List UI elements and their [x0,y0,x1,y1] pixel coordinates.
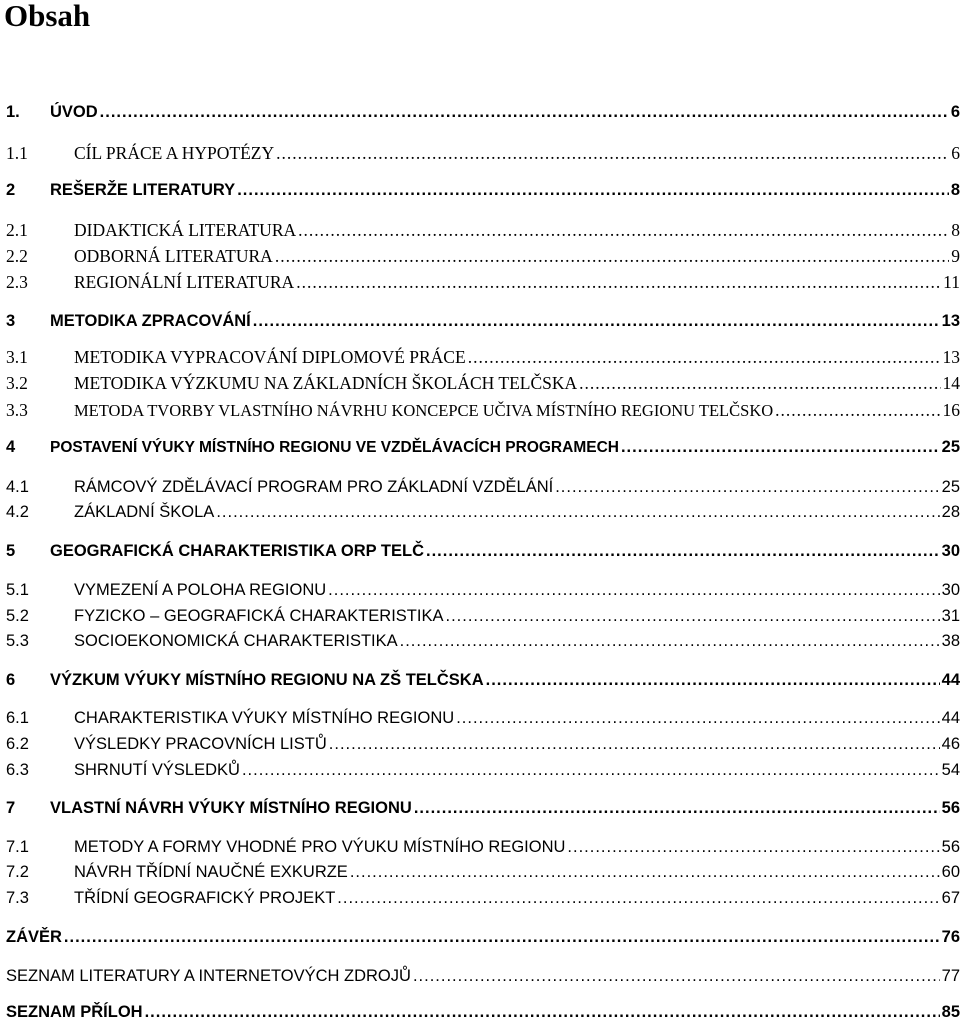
toc-leader-dots [426,539,940,563]
toc-entry-number: 7.3 [6,889,29,907]
toc-entry-label: VYMEZENÍ A POLOHA REGIONU [74,581,327,599]
toc-leader-dots [775,398,940,422]
toc-entry-number: 4.1 [6,478,29,496]
toc-leader-dots [328,578,939,602]
toc-entry-page: 56 [941,838,960,856]
toc-entry-page: 46 [941,735,960,753]
toc-entry-number: 5.1 [6,581,29,599]
toc-entry-label: METODIKA VYPRACOVÁNÍ DIPLOMOVÉ PRÁCE [74,347,466,367]
toc-entry-label: ÚVOD [50,103,98,121]
toc-entry-page: 13 [941,312,960,330]
toc-entry-page: 13 [942,347,960,367]
toc-entry-page: 9 [951,246,960,266]
toc-entry-number: 3 [6,312,16,330]
toc-entry-page: 54 [941,761,960,779]
toc-entry[interactable] [6,345,960,369]
toc-entry-label: REŠERŽE LITERATURY [50,181,236,199]
toc-entry-page: 6 [950,103,960,121]
toc-entry-page: 11 [943,272,960,292]
toc-entry-label: RÁMCOVÝ ZDĚLÁVACÍ PROGRAM PRO ZÁKLADNÍ VZDĚLÁNÍ [74,478,554,496]
toc-entry[interactable] [6,475,960,499]
toc-leader-dots [350,860,940,884]
toc-entry-label: VÝSLEDKY PRACOVNÍCH LISTŮ [74,735,327,753]
toc-entry-label: CHARAKTERISTIKA VÝUKY MÍSTNÍHO REGIONU [74,709,455,727]
toc-entry[interactable] [6,706,960,730]
toc-entry[interactable] [6,629,960,653]
toc-entry[interactable] [6,578,960,602]
toc-entry-label: ODBORNÁ LITERATURA [74,246,273,266]
toc-entry-label: SOCIOEKONOMICKÁ CHARAKTERISTIKA [74,632,398,650]
toc-entry-number: 2.3 [6,272,28,292]
toc-entry-page: 85 [941,1003,960,1021]
toc-entry-number: 7 [6,799,16,817]
toc-entry-label: SEZNAM LITERATURY A INTERNETOVÝCH ZDROJŮ [6,967,411,985]
toc-entry-label: TŘÍDNÍ GEOGRAFICKÝ PROJEKT [74,889,336,907]
toc-leader-dots [456,706,939,730]
toc-leader-dots [64,925,940,949]
toc-entry-number: 5.2 [6,607,29,625]
toc-entry-number: 1.1 [6,143,28,163]
toc-leader-dots [253,309,940,333]
toc-entry-page: 44 [941,671,960,689]
toc-entry-number: 5.3 [6,632,29,650]
toc-entry[interactable] [6,925,960,949]
toc-entry-number: 3.1 [6,347,28,367]
toc-entry-number: 6.1 [6,709,29,727]
toc-entry-page: 44 [941,709,960,727]
toc-entry-number: 3.2 [6,373,28,393]
toc-entry[interactable] [6,964,960,988]
toc-leader-dots [567,835,939,859]
toc-entry-page: 31 [941,607,960,625]
toc-entry-number: 3.3 [6,400,28,420]
toc-entry-label: METODIKA VÝZKUMU NA ZÁKLADNÍCH ŠKOLÁCH TELČSKA [74,373,578,393]
toc-leader-dots [621,435,940,459]
toc-entry-page: 56 [941,799,960,817]
toc-entry-page: 60 [941,863,960,881]
toc-entry-page: 8 [951,220,960,240]
toc-leader-dots [145,1000,940,1024]
toc-entry-page: 8 [950,181,960,199]
toc-leader-dots [468,345,941,369]
toc-entry-label: VLASTNÍ NÁVRH VÝUKY MÍSTNÍHO REGIONU [50,799,412,817]
toc-entry-page: 28 [941,503,960,521]
toc-entry-label: METODY A FORMY VHODNÉ PRO VÝUKU MÍSTNÍHO REGIONU [74,838,566,856]
toc-entry-label: DIDAKTICKÁ LITERATURA [74,220,297,240]
toc-entry-number: 7.2 [6,863,29,881]
toc-entry-label: VÝZKUM VÝUKY MÍSTNÍHO REGIONU NA ZŠ TELČSKA [50,671,484,689]
toc-entry-page: 67 [941,889,960,907]
toc-leader-dots [237,178,949,202]
toc-leader-dots [298,218,949,242]
toc-entry-page: 16 [942,400,960,420]
toc-entry-number: 4.2 [6,503,29,521]
toc-entry-number: 2 [6,181,16,199]
toc-leader-dots [275,244,949,268]
toc-entry-number: 1. [6,103,20,121]
toc-entry[interactable] [6,141,960,165]
page-title: Obsah [4,0,91,33]
toc-entry[interactable] [6,500,960,524]
toc-entry-page: 76 [941,928,960,946]
toc-entry[interactable] [6,835,960,859]
toc-entry[interactable] [6,732,960,756]
toc-entry-page: 30 [941,581,960,599]
toc-entry[interactable] [6,668,960,692]
toc-entry-page: 30 [941,542,960,560]
toc-leader-dots [555,475,939,499]
toc-entry[interactable] [6,178,960,202]
toc-entry-label: FYZICKO – GEOGRAFICKÁ CHARAKTERISTIKA [74,607,444,625]
toc-entry-number: 2.2 [6,246,28,266]
toc-leader-dots [414,796,940,820]
toc-entry[interactable] [6,435,960,459]
toc-entry-label: REGIONÁLNÍ LITERATURA [74,272,295,292]
toc-leader-dots [400,629,940,653]
toc-leader-dots [329,732,940,756]
toc-entry-page: 6 [951,143,960,163]
toc-entry[interactable] [6,309,960,333]
toc-entry-label: METODIKA ZPRACOVÁNÍ [50,312,251,330]
toc-entry-label: GEOGRAFICKÁ CHARAKTERISTIKA ORP TELČ [50,542,425,560]
toc-leader-dots [579,371,940,395]
toc-leader-dots [216,500,939,524]
toc-entry-number: 4 [6,438,16,456]
toc-entry[interactable] [6,886,960,910]
toc-leader-dots [486,668,940,692]
toc-leader-dots [445,604,939,628]
toc-entry[interactable] [6,270,960,294]
toc-entry-number: 2.1 [6,220,28,240]
toc-entry-page: 25 [941,478,960,496]
toc-entry-label: ZÁVĚR [6,928,62,946]
toc-entry-number: 6.2 [6,735,29,753]
toc-entry[interactable] [6,244,960,268]
toc-entry[interactable] [6,100,960,124]
toc-entry[interactable] [6,860,960,884]
toc-entry[interactable] [6,1000,960,1024]
toc-entry-page: 38 [941,632,960,650]
toc-leader-dots [242,758,940,782]
toc-entry-page: 14 [942,373,960,393]
toc-entry-number: 6 [6,671,16,689]
toc-entry-label: SEZNAM PŘÍLOH [6,1003,143,1021]
toc-entry-page: 77 [941,967,960,985]
toc-entry-page: 25 [941,438,960,456]
toc-entry[interactable] [6,371,960,395]
toc-leader-dots [296,270,941,294]
toc-leader-dots [413,964,940,988]
toc-entry[interactable] [6,218,960,242]
toc-entry[interactable] [6,539,960,563]
toc-entry[interactable] [6,604,960,628]
toc-entry-label: NÁVRH TŘÍDNÍ NAUČNÉ EXKURZE [74,863,348,881]
toc-entry-label: ZÁKLADNÍ ŠKOLA [74,503,215,521]
toc-entry-label: SHRNUTÍ VÝSLEDKŮ [74,761,240,779]
toc-entry[interactable] [6,398,960,422]
toc-entry-label: POSTAVENÍ VÝUKY MÍSTNÍHO REGIONU VE VZDĚLÁVACÍCH PROGRAMECH [50,439,619,456]
toc-leader-dots [337,886,939,910]
toc-entry-number: 6.3 [6,761,29,779]
toc-leader-dots [100,100,949,124]
toc-entry-label: METODA TVORBY VLASTNÍHO NÁVRHU KONCEPCE UČIVA MÍSTNÍHO REGIONU TELČSKO [74,401,774,420]
toc-entry-label: CÍL PRÁCE A HYPOTÉZY [74,143,275,163]
toc-entry-number: 5 [6,542,16,560]
toc-entry[interactable] [6,758,960,782]
toc-entry[interactable] [6,796,960,820]
toc-leader-dots [276,141,949,165]
toc-entry-number: 7.1 [6,838,29,856]
